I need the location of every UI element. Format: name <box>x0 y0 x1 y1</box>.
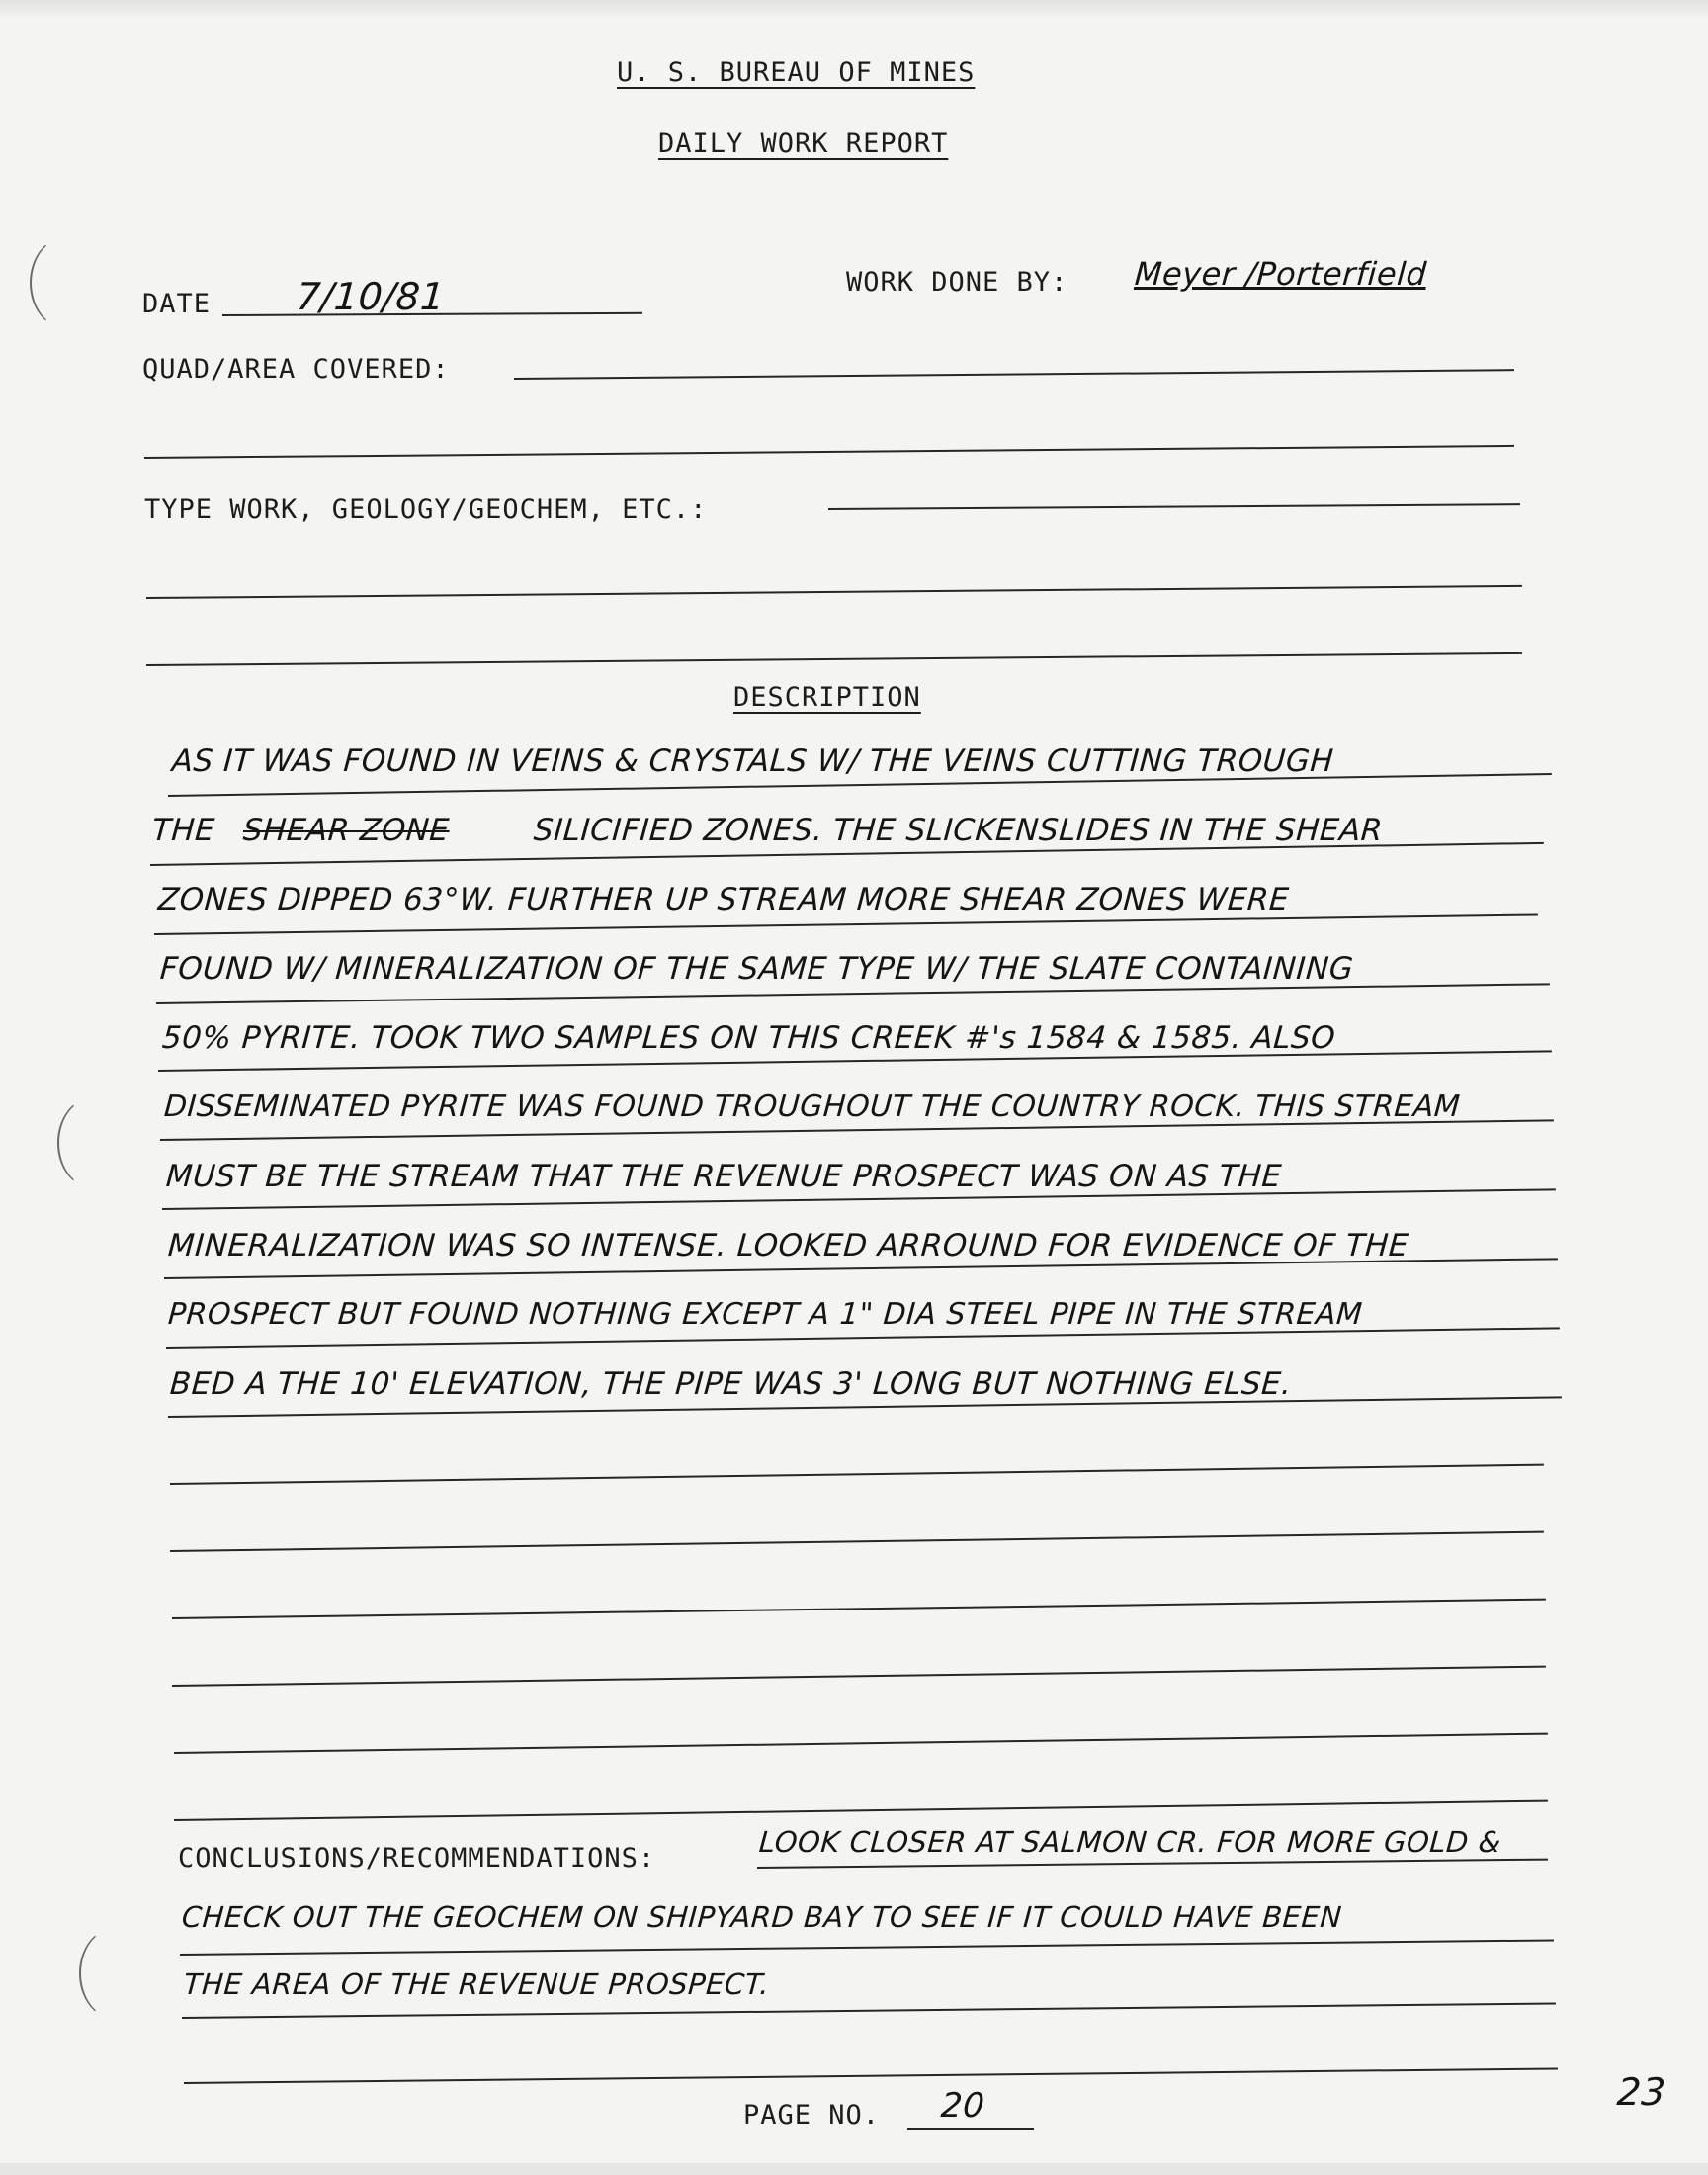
description-heading: DESCRIPTION <box>733 682 921 713</box>
punch-hole-bottom <box>79 1928 150 2019</box>
description-rule-blank-1 <box>170 1464 1544 1485</box>
description-line-4: FOUND W/ MINERALIZATION OF THE SAME TYPE W/ THE SLATE CONTAINING <box>158 951 1355 987</box>
scan-top-edge <box>0 0 1708 20</box>
conclusions-rule-1 <box>757 1859 1548 1869</box>
conclusions-rule-3 <box>182 2002 1556 2019</box>
conclusions-rule-4 <box>184 2067 1558 2084</box>
description-line-9: PROSPECT BUT FOUND NOTHING EXCEPT A 1" DIA STEEL PIPE IN THE STREAM <box>166 1297 1364 1332</box>
page-number-label: PAGE NO. <box>743 2100 881 2131</box>
conclusions-label: CONCLUSIONS/RECOMMENDATIONS: <box>178 1843 656 1873</box>
description-line-2-prefix: THE <box>150 813 216 848</box>
type-work-line-2 <box>146 585 1522 599</box>
description-line-8: MINERALIZATION WAS SO INTENSE. LOOKED ARROUND FOR EVIDENCE OF THE <box>166 1228 1410 1263</box>
description-rule-blank-2 <box>170 1531 1544 1552</box>
quad-area-label: QUAD/AREA COVERED: <box>142 354 450 385</box>
work-done-by-value: Meyer /Porterfield <box>1133 255 1428 293</box>
description-rule-blank-4 <box>172 1666 1546 1687</box>
quad-area-line-2 <box>144 445 1514 459</box>
page-number-line <box>907 2128 1034 2130</box>
punch-hole-top <box>30 237 101 328</box>
description-line-1: AS IT WAS FOUND IN VEINS & CRYSTALS W/ THE VEINS CUTTING TROUGH <box>170 743 1335 779</box>
type-work-line-3 <box>146 652 1522 666</box>
description-rule-blank-5 <box>174 1733 1548 1754</box>
type-work-label: TYPE WORK, GEOLOGY/GEOCHEM, ETC.: <box>144 494 708 525</box>
quad-area-line-1 <box>514 369 1514 380</box>
conclusions-rule-2 <box>180 1939 1554 1956</box>
type-work-line-1 <box>828 503 1520 510</box>
description-line-7: MUST BE THE STREAM THAT THE REVENUE PROSPECT WAS ON AS THE <box>164 1159 1283 1194</box>
date-value: 7/10/81 <box>295 275 447 318</box>
conclusions-line-1: LOOK CLOSER AT SALMON CR. FOR MORE GOLD & <box>757 1825 1502 1859</box>
description-line-6: DISSEMINATED PYRITE WAS FOUND TROUGHOUT THE COUNTRY ROCK. THIS STREAM <box>162 1089 1462 1124</box>
conclusions-line-3: THE AREA OF THE REVENUE PROSPECT. <box>182 1967 771 2001</box>
description-line-10: BED A THE 10' ELEVATION, THE PIPE WAS 3' LONG BUT NOTHING ELSE. <box>168 1366 1293 1402</box>
description-line-3: ZONES DIPPED 63°W. FURTHER UP STREAM MORE SHEAR ZONES WERE <box>156 882 1291 917</box>
work-done-by-label: WORK DONE BY: <box>846 267 1068 298</box>
description-rule-blank-6 <box>174 1800 1548 1821</box>
punch-hole-middle <box>57 1097 128 1188</box>
description-line-2-struck: SHEAR ZONE <box>241 813 451 848</box>
corner-page-number: 23 <box>1615 2070 1667 2114</box>
report-title: DAILY WORK REPORT <box>658 129 949 159</box>
page-number-value: 20 <box>939 2086 986 2126</box>
date-label: DATE <box>142 289 212 319</box>
scan-bottom-edge <box>0 2163 1708 2175</box>
org-title: U. S. BUREAU OF MINES <box>617 57 976 88</box>
conclusions-line-2: CHECK OUT THE GEOCHEM ON SHIPYARD BAY TO SEE IF IT COULD HAVE BEEN <box>180 1900 1343 1934</box>
description-rule-blank-3 <box>172 1599 1546 1619</box>
description-line-2: SILICIFIED ZONES. THE SLICKENSLIDES IN THE SHEAR <box>532 813 1385 848</box>
description-line-5: 50% PYRITE. TOOK TWO SAMPLES ON THIS CREEK #'s 1584 & 1585. ALSO <box>160 1020 1337 1056</box>
